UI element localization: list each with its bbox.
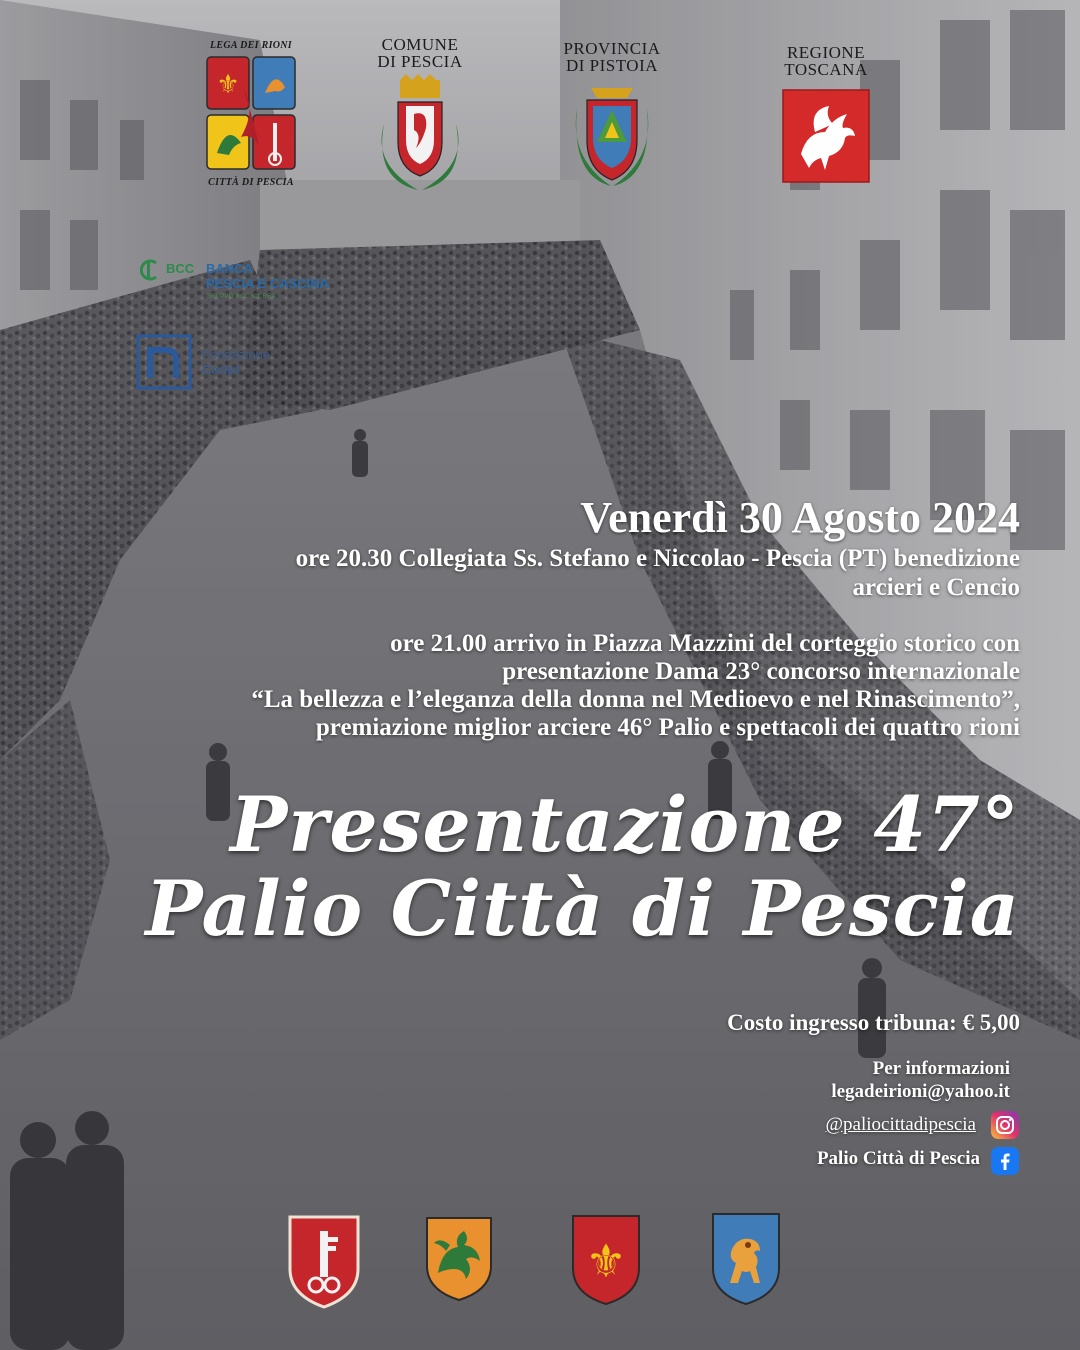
pegasus-flag-icon: [781, 88, 871, 184]
regione-caption-line2: TOSCANA: [784, 60, 868, 79]
bcc-mark-text: BCC: [166, 261, 195, 276]
ticket-cost: Costo ingresso tribuna: € 5,00: [727, 1010, 1020, 1035]
info-label: Per informazioni: [872, 1058, 1010, 1079]
provincia-caption-line1: PROVINCIA: [563, 39, 661, 58]
instagram-handle[interactable]: @paliocittadipescia: [825, 1114, 976, 1135]
event-line-5: “La bellezza e l’eleganza della donna nel Medioevo e nel Rinascimento”,: [251, 686, 1020, 713]
title-line-1: Presentazione 47°: [230, 780, 1020, 869]
facebook-icon[interactable]: [991, 1147, 1019, 1175]
regione-caption-line1: REGIONE: [786, 43, 866, 62]
fondazione-line2: Caript: [202, 362, 240, 377]
comune-crest-icon: [370, 74, 470, 196]
event-line-1: ore 20.30 Collegiata Ss. Stefano e Niccolao - Pescia (PT) benedizione: [295, 545, 1020, 572]
contact-email[interactable]: legadeirioni@yahoo.it: [831, 1081, 1010, 1102]
svg-text:⚜: ⚜: [216, 70, 240, 99]
comune-caption-line1: COMUNE: [381, 35, 459, 54]
bcc-banca-logo: [138, 258, 368, 308]
bcc-group-text: GRUPPO BCC ICCREA: [206, 294, 276, 300]
lega-logo-bottom-text: CITTÀ DI PESCIA: [208, 177, 294, 188]
provincia-caption-line2: DI PISTOIA: [565, 56, 659, 75]
fondazione-mark-icon: [136, 334, 192, 390]
event-line-2: arcieri e Cencio: [852, 574, 1020, 601]
instagram-icon[interactable]: [991, 1111, 1019, 1139]
key-shield-icon: [286, 1213, 362, 1309]
event-line-3: ore 21.00 arrivo in Piazza Mazzini del corteggio storico con: [390, 630, 1020, 657]
comune-caption-line2: DI PESCIA: [377, 52, 463, 71]
regione-toscana-logo: [770, 44, 882, 184]
fleur-de-lis-shield-icon: [570, 1213, 642, 1307]
event-date: Venerdì 30 Agosto 2024: [580, 493, 1020, 542]
bcc-name-line2: PESCIA E CASCINA: [206, 276, 330, 291]
svg-text:⚜: ⚜: [585, 1234, 627, 1288]
bcc-name-line1: BANCA: [206, 261, 253, 276]
title-line-2: Palio Città di Pescia: [145, 864, 1020, 953]
lega-dei-rioni-logo: [196, 40, 306, 188]
fondazione-line1: Fondazione: [202, 347, 270, 362]
lega-quartered-shield-icon: [203, 53, 299, 177]
event-line-4: presentazione Dama 23° concorso internazionale: [502, 658, 1020, 685]
provincia-di-pistoia-logo: [550, 40, 674, 190]
lion-shield-icon: [710, 1211, 782, 1307]
provincia-crest-icon: [567, 78, 657, 190]
fondazione-caript-logo: [136, 334, 296, 390]
lega-logo-top-text: LEGA DEI RIONI: [210, 40, 292, 51]
facebook-page-name[interactable]: Palio Città di Pescia: [816, 1148, 980, 1169]
comune-di-pescia-logo: [360, 36, 480, 196]
bcc-mark-icon: [138, 258, 162, 282]
dragon-shield-icon: [424, 1215, 494, 1303]
event-line-6: premiazione miglior arciere 46° Palio e spettacoli dei quattro rioni: [315, 714, 1020, 741]
